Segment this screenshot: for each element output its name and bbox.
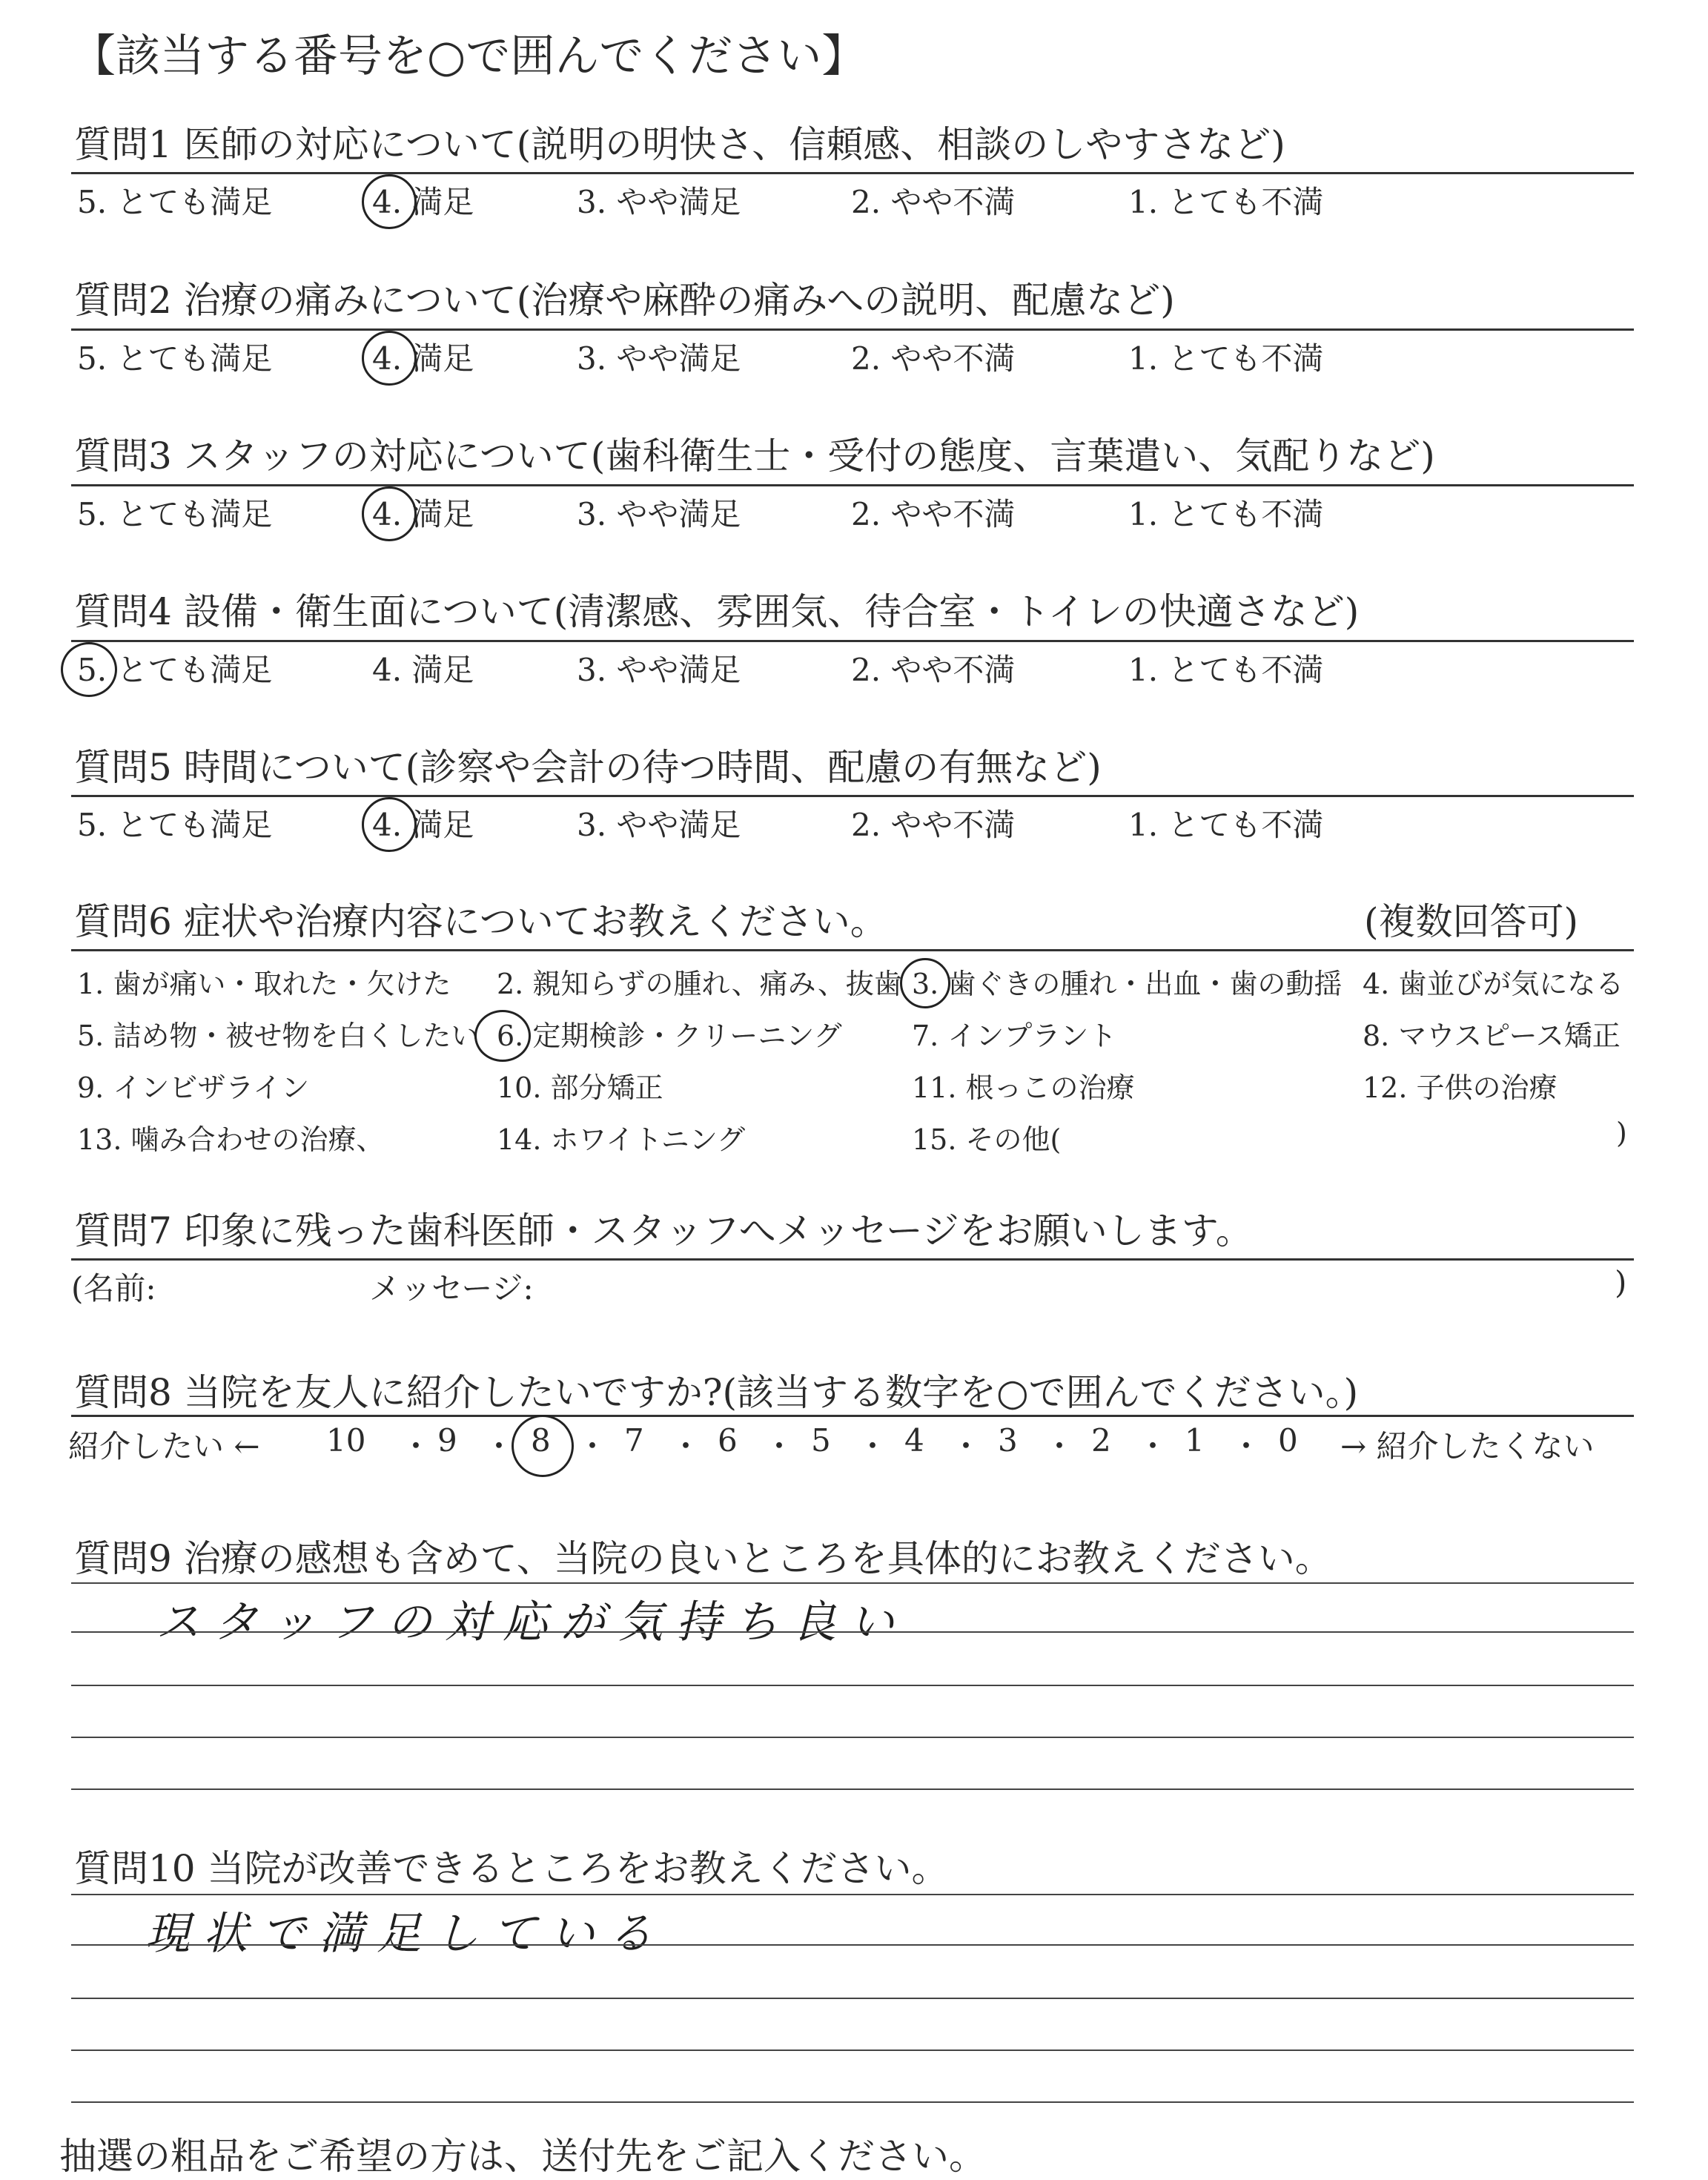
- q1-option-2[interactable]: 2. やや不満: [851, 184, 1016, 220]
- question-2-label: 質問2 治療の痛みについて(治療や麻酔の痛みへの説明、配慮など): [74, 279, 1175, 322]
- q3-option-5[interactable]: 5. とても満足: [77, 496, 273, 532]
- footer-cut-text: 抽選の粗品をご希望の方は、送付先をご記入ください。: [59, 2135, 986, 2178]
- q5-option-2[interactable]: 2. やや不満: [851, 807, 1016, 843]
- writing-line: [71, 2049, 1634, 2051]
- q6-option-9[interactable]: 9. インビザライン: [77, 1071, 310, 1104]
- question-6-label: 質問6 症状や治療内容についてお教えください。: [74, 900, 887, 943]
- scale-1[interactable]: 1: [1185, 1422, 1205, 1459]
- divider: [71, 640, 1634, 642]
- selection-circle: [362, 174, 417, 229]
- q6-option-12[interactable]: 12. 子供の治療: [1363, 1071, 1558, 1104]
- q2-option-4[interactable]: 4. 満足: [372, 340, 474, 377]
- divider: [71, 1258, 1634, 1261]
- writing-line: [71, 1998, 1634, 1999]
- scale-dot: ・: [670, 1428, 702, 1464]
- q6-option-4[interactable]: 4. 歯並びが気になる: [1363, 968, 1624, 1000]
- scale-4[interactable]: 4: [904, 1422, 924, 1459]
- q7-close-paren: ): [1615, 1264, 1627, 1301]
- q6-option-5[interactable]: 5. 詰め物・被せ物を白くしたい: [77, 1020, 480, 1052]
- scale-dot: ・: [483, 1428, 515, 1464]
- question-4-label: 質問4 設備・衛生面について(清潔感、雰囲気、待合室・トイレの快適さなど): [74, 590, 1360, 633]
- question-3-label: 質問3 スタッフの対応について(歯科衛生士・受付の態度、言葉遣い、気配りなど): [74, 435, 1435, 478]
- divider: [71, 172, 1634, 174]
- selection-circle: [362, 797, 417, 852]
- q6-option-11[interactable]: 11. 根っこの治療: [912, 1071, 1135, 1104]
- q1-option-1[interactable]: 1. とても不満: [1128, 184, 1324, 220]
- scale-dot: ・: [1231, 1428, 1262, 1464]
- q6-option-3[interactable]: 3. 歯ぐきの腫れ・出血・歯の動揺: [912, 968, 1343, 1000]
- q4-option-2[interactable]: 2. やや不満: [851, 652, 1016, 688]
- scale-2[interactable]: 2: [1091, 1422, 1111, 1459]
- q5-option-3[interactable]: 3. やや満足: [577, 807, 741, 843]
- q2-option-3[interactable]: 3. やや満足: [577, 340, 741, 377]
- scale-9[interactable]: 9: [437, 1422, 457, 1459]
- question-1-label: 質問1 医師の対応について(説明の明快さ、信頼感、相談のしやすさなど): [74, 123, 1285, 166]
- question-7-label: 質問7 印象に残った歯科医師・スタッフへメッセージをお願いします。: [74, 1209, 1253, 1252]
- q2-option-2[interactable]: 2. やや不満: [851, 340, 1016, 377]
- scale-dot: ・: [950, 1428, 982, 1464]
- divider: [71, 328, 1634, 331]
- scale-8[interactable]: 8: [531, 1422, 551, 1459]
- q4-option-5[interactable]: 5. とても満足: [77, 652, 273, 688]
- q7-message-label: メッセージ:: [369, 1270, 534, 1307]
- q10-handwritten-answer: 現状で満足している: [145, 1908, 666, 1960]
- scale-dot: ・: [400, 1428, 432, 1464]
- q1-option-5[interactable]: 5. とても満足: [77, 184, 273, 220]
- q2-option-5[interactable]: 5. とても満足: [77, 340, 273, 377]
- question-5-label: 質問5 時間について(診察や会計の待つ時間、配慮の有無など): [74, 746, 1102, 789]
- q5-option-4[interactable]: 4. 満足: [372, 807, 474, 843]
- scale-right-label: → 紹介したくない: [1340, 1428, 1595, 1464]
- divider: [71, 795, 1634, 797]
- q6-option-10[interactable]: 10. 部分矯正: [497, 1071, 663, 1104]
- scale-3[interactable]: 3: [998, 1422, 1018, 1459]
- selection-circle: [900, 958, 950, 1008]
- question-10-label: 質問10 当院が改善できるところをお教えください。: [74, 1847, 949, 1890]
- q6-option-14[interactable]: 14. ホワイトニング: [497, 1123, 746, 1156]
- scale-dot: ・: [1137, 1428, 1169, 1464]
- writing-line: [71, 2101, 1634, 2103]
- scale-5[interactable]: 5: [811, 1422, 831, 1459]
- q6-option-2[interactable]: 2. 親知らずの腫れ、痛み、抜歯: [497, 968, 902, 1000]
- q4-option-1[interactable]: 1. とても不満: [1128, 652, 1324, 688]
- q6-option-8[interactable]: 8. マウスピース矯正: [1363, 1020, 1621, 1052]
- writing-line: [71, 1582, 1634, 1584]
- question-9-label: 質問9 治療の感想も含めて、当院の良いところを具体的にお教えください。: [74, 1537, 1332, 1580]
- selection-circle: [61, 642, 117, 697]
- scale-left-label: 紹介したい ←: [68, 1428, 260, 1464]
- form-title: 【該当する番号を○で囲んでください】: [71, 30, 867, 82]
- scale-dot: ・: [764, 1428, 795, 1464]
- scale-10[interactable]: 10: [326, 1422, 366, 1459]
- q5-option-5[interactable]: 5. とても満足: [77, 807, 273, 843]
- q3-option-4[interactable]: 4. 満足: [372, 496, 474, 532]
- writing-line: [71, 1631, 1634, 1633]
- q6-option-13[interactable]: 13. 噛み合わせの治療、: [77, 1123, 385, 1156]
- q5-option-1[interactable]: 1. とても不満: [1128, 807, 1324, 843]
- divider: [71, 484, 1634, 486]
- selection-circle: [362, 331, 417, 386]
- selection-circle: [512, 1415, 574, 1477]
- selection-circle: [474, 1010, 531, 1062]
- q3-option-2[interactable]: 2. やや不満: [851, 496, 1016, 532]
- q9-handwritten-answer: スタッフの対応が気持ち良い: [156, 1596, 907, 1648]
- writing-line: [71, 1685, 1634, 1686]
- q6-option-7[interactable]: 7. インプラント: [912, 1020, 1117, 1052]
- q6-option-1[interactable]: 1. 歯が痛い・取れた・欠けた: [77, 968, 451, 1000]
- divider: [71, 949, 1634, 951]
- writing-line: [71, 1944, 1634, 1946]
- scale-dot: ・: [1044, 1428, 1076, 1464]
- q4-option-3[interactable]: 3. やや満足: [577, 652, 741, 688]
- q2-option-1[interactable]: 1. とても不満: [1128, 340, 1324, 377]
- q6-other-close-paren: ): [1616, 1117, 1627, 1149]
- question-8-label: 質問8 当院を友人に紹介したいですか?(該当する数字を○で囲んでください。): [74, 1371, 1359, 1414]
- q7-name-label: (名前:: [71, 1270, 156, 1307]
- scale-0[interactable]: 0: [1278, 1422, 1298, 1459]
- writing-line: [71, 1737, 1634, 1738]
- q1-option-3[interactable]: 3. やや満足: [577, 184, 741, 220]
- scale-6[interactable]: 6: [718, 1422, 738, 1459]
- scale-7[interactable]: 7: [624, 1422, 644, 1459]
- writing-line: [71, 1894, 1634, 1895]
- question-6-note: (複数回答可): [1364, 900, 1579, 943]
- selection-circle: [362, 486, 417, 541]
- q1-option-4[interactable]: 4. 満足: [372, 184, 474, 220]
- q6-option-15[interactable]: 15. その他(: [912, 1123, 1062, 1156]
- q3-option-1[interactable]: 1. とても不満: [1128, 496, 1324, 532]
- writing-line: [71, 1788, 1634, 1790]
- divider: [71, 1415, 1634, 1417]
- scale-dot: ・: [577, 1428, 609, 1464]
- q4-option-4[interactable]: 4. 満足: [372, 652, 474, 688]
- q3-option-3[interactable]: 3. やや満足: [577, 496, 741, 532]
- scale-dot: ・: [857, 1428, 889, 1464]
- q6-option-6[interactable]: 6. 定期検診・クリーニング: [497, 1020, 842, 1052]
